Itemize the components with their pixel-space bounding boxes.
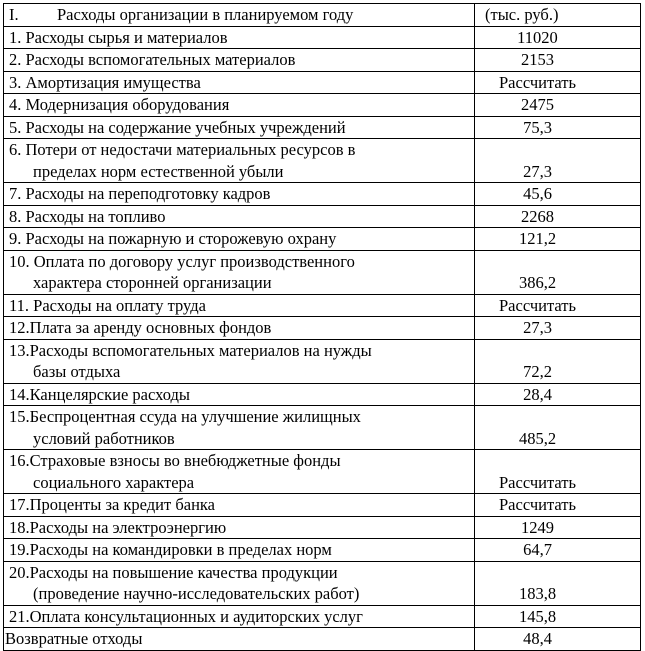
expense-name-line: характера сторонней организации	[33, 273, 272, 292]
expense-name-line: (проведение научно-исследовательских работ)	[33, 584, 360, 603]
expense-value: Рассчитать	[499, 472, 576, 492]
expense-value: 2475	[521, 95, 554, 114]
expense-value-cell	[475, 539, 641, 562]
expense-name-cell	[4, 494, 475, 517]
expense-value: 45,6	[523, 184, 552, 203]
expense-value: 183,8	[518, 584, 557, 603]
expense-value-cell	[475, 183, 641, 206]
table-row	[4, 183, 641, 206]
expense-value: 485,2	[518, 428, 557, 448]
expense-name-line: 1. Расходы сырья и материалов	[9, 27, 228, 47]
header-title-cell	[4, 4, 475, 27]
expense-name-cell	[4, 250, 475, 294]
expense-value: Рассчитать	[499, 495, 576, 514]
expense-value: Рассчитать	[499, 295, 576, 315]
expense-name-line: 14.Канцелярские расходы	[9, 384, 190, 404]
expense-value-cell	[475, 228, 641, 251]
expense-value: 27,3	[523, 161, 552, 181]
expense-value-cell	[475, 116, 641, 139]
expense-name-line: 2. Расходы вспомогательных материалов	[9, 50, 296, 69]
expenses-table	[3, 3, 641, 651]
table-row	[4, 116, 641, 139]
table-row	[4, 49, 641, 72]
expense-name-cell	[4, 139, 475, 183]
expense-name-cell	[4, 294, 475, 317]
expense-value-cell	[475, 71, 641, 94]
expense-value: 121,2	[518, 229, 557, 248]
expense-value-cell	[475, 383, 641, 406]
expense-name-line: пределах норм естественной убыли	[33, 161, 284, 181]
expense-name-line: 4. Модернизация оборудования	[9, 95, 230, 114]
expense-value-cell	[475, 49, 641, 72]
table-row	[4, 516, 641, 539]
table-row	[4, 494, 641, 517]
expense-name-cell	[4, 339, 475, 383]
expense-value-cell	[475, 494, 641, 517]
expense-value: 2268	[521, 206, 554, 226]
table-row	[4, 228, 641, 251]
expense-value-cell	[475, 406, 641, 450]
expense-value-cell	[475, 516, 641, 539]
table-row	[4, 450, 641, 494]
expense-name-line: 7. Расходы на переподготовку кадров	[9, 184, 271, 203]
expense-name-line: 19.Расходы на командировки в пределах норм	[9, 540, 332, 559]
expense-value: 64,7	[523, 540, 552, 559]
expense-name-line: 21.Оплата консультационных и аудиторских услуг	[9, 606, 363, 626]
table-row	[4, 26, 641, 49]
expense-value: 72,2	[523, 362, 552, 381]
table-row	[4, 539, 641, 562]
table-row	[4, 406, 641, 450]
expense-name-cell	[4, 71, 475, 94]
expense-name-line: 8. Расходы на топливо	[9, 206, 166, 226]
expense-name-line: 16.Страховые взносы во внебюджетные фонды	[9, 451, 341, 470]
expense-name-line: 9. Расходы на пожарную и сторожевую охрану	[9, 229, 337, 248]
expense-value: 2153	[521, 50, 554, 69]
expense-value: 386,2	[518, 273, 557, 292]
expense-name-line: 6. Потери от недостачи материальных ресурсов в	[9, 140, 356, 159]
expense-name-cell	[4, 317, 475, 340]
footer-value-cell	[475, 628, 641, 651]
expense-name-cell	[4, 228, 475, 251]
footer-row	[4, 628, 641, 651]
expense-value-cell	[475, 317, 641, 340]
expense-value-cell	[475, 561, 641, 605]
expense-name-line: 13.Расходы вспомогательных материалов на нужды	[9, 340, 372, 360]
expense-name-line: 3. Амортизация имущества	[9, 72, 201, 92]
expense-value-cell	[475, 250, 641, 294]
header-number: I.	[9, 5, 19, 24]
expenses-table-body	[4, 4, 641, 651]
expense-name-line: 15.Беспроцентная ссуда на улучшение жилищных	[9, 407, 361, 426]
expense-name-cell	[4, 383, 475, 406]
table-row	[4, 605, 641, 628]
expense-name-line: 20.Расходы на повышение качества продукции	[9, 562, 338, 582]
expense-name-cell	[4, 539, 475, 562]
expense-name-cell	[4, 205, 475, 228]
expense-value-cell	[475, 339, 641, 383]
footer-label-cell	[4, 628, 475, 651]
table-row	[4, 317, 641, 340]
expense-value: 11020	[517, 27, 558, 47]
expense-value: 27,3	[523, 318, 552, 337]
expense-name-cell	[4, 406, 475, 450]
expense-name-line: условий работников	[33, 428, 175, 448]
expense-name-cell	[4, 450, 475, 494]
header-unit: (тыс. руб.)	[485, 5, 559, 24]
table-row	[4, 205, 641, 228]
expense-value: Рассчитать	[499, 72, 576, 92]
expense-name-cell	[4, 26, 475, 49]
expense-name-line: 18.Расходы на электроэнергию	[9, 517, 227, 537]
expense-value: 145,8	[518, 606, 557, 626]
expense-value-cell	[475, 605, 641, 628]
expense-name-cell	[4, 183, 475, 206]
footer-value: 48,4	[523, 629, 552, 648]
footer-label: Возвратные отходы	[5, 629, 143, 648]
table-row	[4, 339, 641, 383]
expense-name-cell	[4, 49, 475, 72]
header-unit-cell	[475, 4, 641, 27]
table-row	[4, 294, 641, 317]
expense-value-cell	[475, 139, 641, 183]
expense-name-line: 10. Оплата по договору услуг производственного	[9, 251, 355, 271]
table-row	[4, 250, 641, 294]
expense-value-cell	[475, 450, 641, 494]
table-row	[4, 383, 641, 406]
header-row	[4, 4, 641, 27]
expense-value-cell	[475, 205, 641, 228]
expense-name-line: 11. Расходы на оплату труда	[9, 295, 206, 315]
table-row	[4, 71, 641, 94]
expense-name-line: базы отдыха	[33, 362, 121, 381]
expense-name-cell	[4, 561, 475, 605]
expense-name-cell	[4, 116, 475, 139]
expense-value: 75,3	[523, 117, 552, 137]
expense-value: 1249	[521, 517, 554, 537]
expense-name-line: 12.Плата за аренду основных фондов	[9, 318, 272, 337]
expense-name-cell	[4, 94, 475, 117]
table-row	[4, 139, 641, 183]
header-title: Расходы организации в планируемом году	[57, 5, 354, 24]
expense-name-line: 5. Расходы на содержание учебных учреждений	[9, 117, 346, 137]
expense-value-cell	[475, 294, 641, 317]
expense-value-cell	[475, 26, 641, 49]
expense-name-cell	[4, 605, 475, 628]
expense-value: 28,4	[523, 384, 552, 404]
expense-name-line: 17.Проценты за кредит банка	[9, 495, 215, 514]
expense-name-line: социального характера	[33, 472, 195, 492]
expense-value-cell	[475, 94, 641, 117]
expense-name-cell	[4, 516, 475, 539]
table-row	[4, 94, 641, 117]
table-row	[4, 561, 641, 605]
